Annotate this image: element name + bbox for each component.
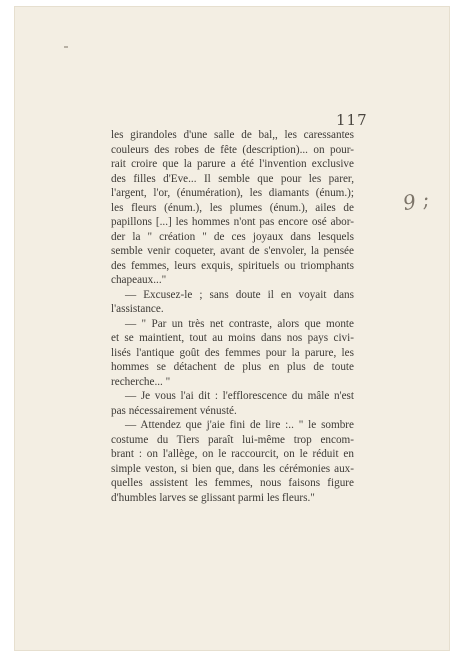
text-line: les girandoles d'une salle de bal,, les caressantes bbox=[111, 129, 354, 141]
text-line: couleurs des robes de fête (description)... on pour- bbox=[111, 143, 354, 156]
text-line: rait croire que la parure a été l'invention exclusive bbox=[111, 158, 354, 170]
text-line: recherche... " bbox=[111, 375, 171, 388]
text-line: hommes se détachent de plus en plus de toute bbox=[111, 361, 354, 373]
text-line: les fleurs (énum.), les plumes (énum.), ailes de bbox=[111, 201, 354, 214]
text-line: l'assistance. bbox=[111, 303, 164, 315]
text-line: quelles assistent les femmes, nous faisons figure bbox=[111, 477, 354, 489]
text-line: — Attendez que j'aie fini de lire :.. " le sombre bbox=[125, 419, 354, 431]
text-line: — Je vous l'ai dit : l'efflorescence du mâle n'est bbox=[125, 390, 354, 402]
text-line: costume du Tiers paraît lui-même trop encom- bbox=[111, 433, 354, 446]
text-line: — " Par un très net contraste, alors que monte bbox=[125, 317, 354, 330]
text-line: des femmes, leurs exquis, spirituels ou triomphants bbox=[111, 259, 354, 272]
text-line: pas nécessairement vénusté. bbox=[111, 404, 237, 417]
text-line: l'argent, l'or, (énumération), les diamants (énum.); bbox=[111, 187, 354, 199]
text-line: d'humbles larves se glissant parmi les fleurs." bbox=[111, 491, 315, 504]
page-number: 117 bbox=[336, 111, 368, 129]
body-text bbox=[111, 128, 354, 505]
text-line: lisés l'antique goût des femmes pour la parure, les bbox=[111, 346, 354, 359]
text-line: — Excusez-le ; sans doute il en voyait dans bbox=[125, 288, 354, 301]
text-line: der la " création " de ces joyaux dans lesquels bbox=[111, 230, 354, 243]
pencil-mark bbox=[64, 46, 68, 48]
text-line: semble venir coqueter, avant de s'envoler, la pensée bbox=[111, 245, 354, 257]
text-line: et se maintient, tout au moins dans nos pays civi- bbox=[111, 332, 354, 344]
text-line: simple veston, si bien que, dans les cérémonies aux- bbox=[111, 462, 354, 475]
text-line: brant : on l'allège, on le raccourcit, on le réduit en bbox=[111, 448, 354, 460]
margin-annotation: 9 ; bbox=[401, 186, 431, 216]
text-line: papillons [...] les hommes n'ont pas encore osé abor- bbox=[111, 216, 354, 228]
text-line: chapeaux..." bbox=[111, 274, 167, 286]
text-line: des filles d'Eve... Il semble que pour les parer, bbox=[111, 172, 354, 185]
